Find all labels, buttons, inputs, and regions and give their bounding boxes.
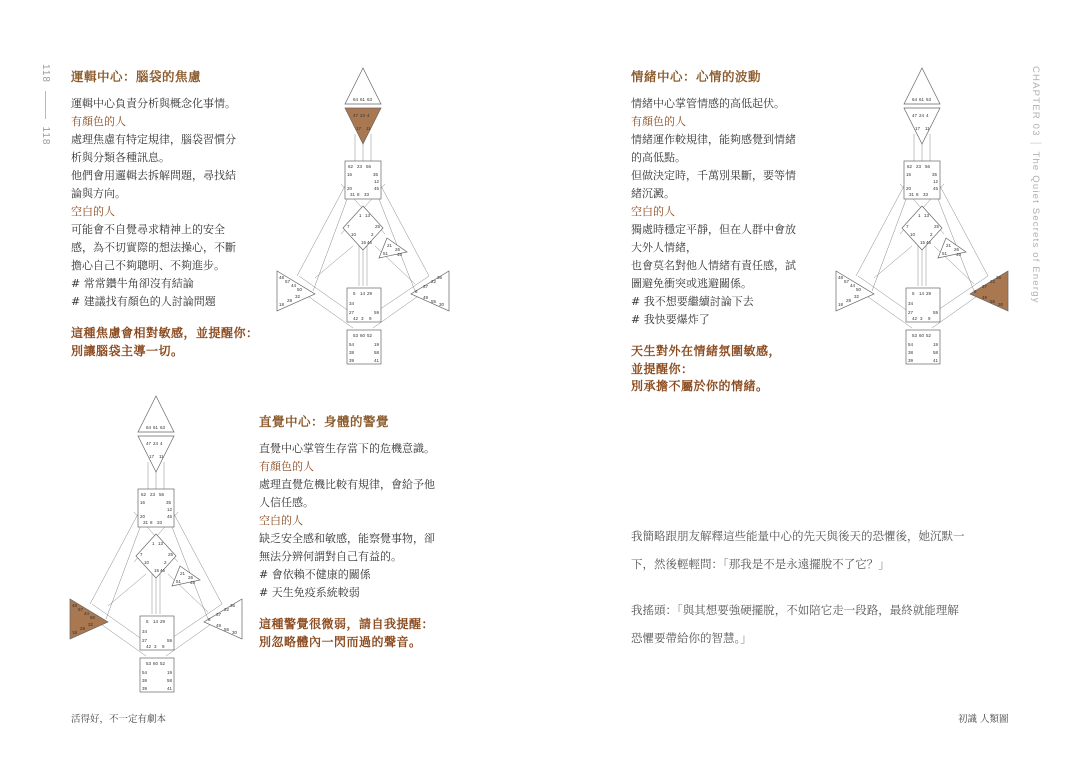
gate-number: 46 (160, 568, 166, 573)
bodygraph-svg (68, 394, 244, 694)
gate-number: 6 (208, 617, 211, 622)
gate-number: 18 (72, 630, 78, 635)
head-gate: 61 (153, 425, 159, 430)
gate-number: 34 (142, 629, 148, 634)
gate-number: 27 (908, 310, 914, 315)
gate-number: 40 (397, 252, 403, 257)
head-gate: 64 (146, 425, 152, 430)
ajna-gate: 17 (915, 126, 921, 131)
gate-number: 13 (158, 541, 164, 546)
gate-number: 38 (908, 350, 914, 355)
gate-number: 48 (279, 275, 285, 280)
gate-number: 50 (90, 615, 96, 620)
gate-number: 7 (906, 224, 909, 229)
divider (45, 91, 46, 119)
subheading: 空白的人 (259, 514, 303, 527)
footer-right: 初識 人類圖 (958, 714, 1009, 725)
highlight-line: 天生對外在情緒氛圍敏感， (631, 344, 782, 358)
gate-number: 15 (361, 240, 367, 245)
root-gate: 53 (912, 333, 918, 338)
throat-gate: 8 (357, 192, 360, 197)
body-line: 可能會不自覺尋求精神上的安全 (71, 223, 225, 236)
gate-number: 22 (224, 607, 230, 612)
body-line: # 我快要爆炸了 (631, 313, 710, 326)
gate-number: 13 (924, 213, 930, 218)
sacral-gate: 5 (146, 619, 149, 624)
body-line: 獨處時穩定平靜，但在人群中會放 (631, 223, 796, 236)
throat-gate: 62 (141, 492, 147, 497)
gate-number: 45 (167, 514, 173, 519)
gate-number: 32 (854, 294, 860, 299)
gate-number: 32 (295, 294, 301, 299)
gate-number: 38 (142, 678, 148, 683)
gate-number: 12 (933, 179, 939, 184)
gate-number: 20 (906, 186, 912, 191)
gate-number: 44 (84, 611, 90, 616)
gate-number: 54 (349, 342, 355, 347)
throat-gate: 62 (348, 164, 354, 169)
body-line: 情緒中心掌管情感的高低起伏。 (631, 97, 785, 110)
head-gate: 61 (360, 97, 366, 102)
gate-number: 18 (838, 302, 844, 307)
gate-number: 34 (349, 301, 355, 306)
ajna-gate: 4 (160, 441, 163, 446)
gate-number: 12 (374, 179, 380, 184)
gate-number: 12 (167, 507, 173, 512)
highlight-line: 這種警覺很微弱，請自我提醒： (259, 617, 435, 631)
root-gate: 60 (153, 661, 159, 666)
sacral-gate: 5 (912, 291, 915, 296)
throat-gate: 23 (357, 164, 363, 169)
gate-number: 10 (910, 232, 916, 237)
body-line: 情緒運作較規律，能夠感覺到情緒 (631, 133, 796, 146)
throat-gate: 33 (364, 192, 370, 197)
sacral-gate: 29 (160, 619, 166, 624)
gate-number: 58 (167, 678, 173, 683)
gate-number: 45 (374, 186, 380, 191)
gate-number: 51 (942, 251, 948, 256)
logic-title: 運輯中心：腦袋的焦慮 (71, 69, 202, 84)
sacral-gate: 29 (926, 291, 932, 296)
throat-gate: 62 (907, 164, 913, 169)
gate-number: 41 (933, 358, 939, 363)
logic-body (71, 95, 261, 311)
intuition-body (259, 440, 459, 602)
ajna-gate: 24 (153, 441, 159, 446)
body-line: # 建議找有顏色的人討論問題 (71, 295, 216, 308)
sacral-gate: 14 (360, 291, 366, 296)
intuition-title: 直覺中心：身體的警覺 (259, 414, 390, 429)
body-line: 運輯中心負責分析與概念化事情。 (71, 97, 236, 110)
ajna-gate: 11 (159, 454, 164, 459)
ajna-gate: 47 (912, 113, 918, 118)
sacral-gate: 3 (154, 644, 157, 649)
gate-number: 28 (80, 626, 86, 631)
head-gate: 63 (926, 97, 932, 102)
gate-number: 48 (838, 275, 844, 280)
throat-gate: 8 (150, 520, 153, 525)
head-gate: 64 (353, 97, 359, 102)
highlight-line: 別忽略體內一閃而過的聲音。 (259, 634, 422, 649)
body-line: 無法分辨何謂對自己有益的。 (259, 550, 402, 563)
page-number-top: 118 (40, 64, 51, 83)
gate-number: 55 (431, 299, 437, 304)
body-line: 圖避免衝突或逃避關係。 (631, 277, 752, 290)
body-line: 緒沉澱。 (631, 187, 675, 200)
gate-number: 26 (188, 575, 194, 580)
gate-number: 21 (387, 243, 393, 248)
body-line: 感，為不切實際的想法操心，不斷 (71, 241, 236, 254)
gate-number: 18 (279, 302, 285, 307)
gate-number: 25 (934, 224, 940, 229)
ajna-gate: 11 (925, 126, 930, 131)
emotion-section (631, 67, 821, 396)
logic-section (71, 67, 261, 360)
quote-paragraph-1: 我簡略跟朋友解釋這些能量中心的先天與後天的恐懼後，她沉默一 下，然後輕輕問：「那我是不是永遠擺脫不了它？」 (631, 529, 965, 571)
sacral-gate: 42 (353, 316, 359, 321)
body-line: 他們會用邏輯去拆解問題，尋找結 (71, 169, 236, 182)
gate-number: 13 (365, 213, 371, 218)
gate-number: 30 (439, 302, 445, 307)
gate-number: 37 (216, 612, 222, 617)
gate-number: 40 (190, 580, 196, 585)
emotion-highlight (631, 343, 821, 396)
throat-gate: 31 (143, 520, 149, 525)
sacral-gate: 42 (912, 316, 918, 321)
gate-number: 49 (423, 295, 429, 300)
gate-number: 51 (176, 579, 182, 584)
sacral-gate: 29 (367, 291, 373, 296)
emotion-body (631, 95, 821, 329)
gate-number: 2 (164, 560, 167, 565)
gate-number: 30 (998, 302, 1004, 307)
gate-number: 44 (291, 283, 297, 288)
gate-number: 26 (954, 247, 960, 252)
ajna-gate: 4 (926, 113, 929, 118)
body-line: # 我不想要繼續討論下去 (631, 295, 754, 308)
body-line: 也會莫名對他人情緒有責任感，試 (631, 259, 796, 272)
throat-gate: 33 (157, 520, 163, 525)
gate-number: 20 (140, 514, 146, 519)
gate-number: 59 (374, 310, 380, 315)
gate-number: 54 (908, 342, 914, 347)
footer-left: 活得好，不一定有劇本 (71, 714, 167, 725)
gate-number: 16 (906, 172, 912, 177)
gate-number: 10 (351, 232, 357, 237)
gate-number: 35 (373, 172, 379, 177)
gate-number: 6 (974, 289, 977, 294)
gate-number: 10 (144, 560, 150, 565)
root-gate: 52 (926, 333, 932, 338)
emotion-title: 情緒中心：心情的波動 (631, 69, 762, 84)
sacral-gate: 14 (153, 619, 159, 624)
gate-number: 7 (347, 224, 350, 229)
gate-number: 19 (933, 342, 939, 347)
intuition-highlight (259, 616, 459, 651)
head-gate: 61 (919, 97, 925, 102)
gate-number: 22 (990, 279, 996, 284)
subheading: 有顏色的人 (71, 115, 126, 128)
body-line: 直覺中心掌管生存當下的危機意識。 (259, 442, 435, 455)
chapter-number: CHAPTER 03 (1030, 66, 1041, 137)
gate-number: 57 (844, 279, 850, 284)
highlight-line: 別承擔不屬於你的情緒。 (631, 379, 769, 393)
ajna-gate: 24 (360, 113, 366, 118)
subheading: 空白的人 (71, 205, 115, 218)
bodygraph-intuition (68, 394, 244, 694)
sacral-gate: 3 (361, 316, 364, 321)
throat-gate: 8 (916, 192, 919, 197)
gate-number: 19 (374, 342, 380, 347)
root-gate: 60 (360, 333, 366, 338)
head-gate: 63 (367, 97, 373, 102)
body-line: 但做決定時，千萬別果斷，要等情 (631, 169, 796, 182)
gate-number: 49 (982, 295, 988, 300)
gate-number: 2 (371, 232, 374, 237)
gate-number: 20 (347, 186, 353, 191)
throat-gate: 56 (925, 164, 931, 169)
intuition-section (259, 412, 459, 651)
gate-number: 40 (956, 252, 962, 257)
head-gate: 63 (160, 425, 166, 430)
gate-number: 36 (437, 275, 443, 280)
gate-number: 36 (996, 275, 1002, 280)
gate-number: 39 (142, 686, 148, 691)
page-number-bottom: 118 (40, 126, 51, 146)
gate-number: 1 (359, 213, 362, 218)
gate-number: 27 (142, 638, 148, 643)
root-gate: 53 (353, 333, 359, 338)
quote-paragraph-2: 我搖頭：「與其想要強硬擺脫，不如陪它走一段路，最終就能理解 恐懼要帶給你的智慧。」 (631, 603, 959, 645)
gate-number: 35 (166, 500, 172, 505)
gate-number: 58 (374, 350, 380, 355)
throat-gate: 23 (916, 164, 922, 169)
gate-number: 16 (140, 500, 146, 505)
logic-highlight (71, 325, 261, 360)
gate-number: 37 (423, 284, 429, 289)
root-gate: 53 (146, 661, 152, 666)
gate-number: 39 (908, 358, 914, 363)
gate-number: 2 (930, 232, 933, 237)
gate-number: 59 (933, 310, 939, 315)
gate-number: 22 (431, 279, 437, 284)
gate-number: 57 (285, 279, 291, 284)
root-gate: 52 (367, 333, 373, 338)
gate-number: 57 (78, 607, 84, 612)
sacral-gate: 42 (146, 644, 152, 649)
chapter-label: CHAPTER 03 │ The Quiet Secrets of Energy (1030, 66, 1041, 304)
gate-number: 44 (850, 283, 856, 288)
gate-number: 25 (375, 224, 381, 229)
gate-number: 58 (933, 350, 939, 355)
root-gate: 52 (160, 661, 166, 666)
sacral-gate: 9 (369, 316, 372, 321)
highlight-line: 並提醒你： (631, 361, 694, 376)
ajna-gate: 11 (366, 126, 371, 131)
body-line: 處理直覺危機比較有規律，會給予他 (259, 478, 435, 491)
gate-number: 34 (908, 301, 914, 306)
highlight-line: 這種焦慮會相對敏感，並提醒你： (71, 326, 259, 340)
gate-number: 25 (168, 552, 174, 557)
gate-number: 16 (347, 172, 353, 177)
gate-number: 27 (349, 310, 355, 315)
gate-number: 49 (216, 623, 222, 628)
gate-number: 1 (918, 213, 921, 218)
bodygraph-logic (275, 66, 451, 366)
subheading: 空白的人 (631, 205, 675, 218)
gate-number: 26 (395, 247, 401, 252)
page-number (40, 64, 51, 145)
ajna-gate: 47 (353, 113, 359, 118)
gate-number: 36 (230, 603, 236, 608)
subheading: 有顏色的人 (259, 460, 314, 473)
bodygraph-svg (834, 66, 1010, 366)
gate-number: 50 (856, 287, 862, 292)
body-line: 處理焦慮有特定規律，腦袋習慣分 (71, 133, 236, 146)
gate-number: 21 (946, 243, 952, 248)
gate-number: 45 (933, 186, 939, 191)
gate-number: 46 (367, 240, 373, 245)
body-line: 缺乏安全感和敏感，能察覺事物，卻 (259, 532, 435, 545)
throat-gate: 33 (923, 192, 929, 197)
body-line: # 天生免疫系統較弱 (259, 586, 360, 599)
gate-number: 7 (140, 552, 143, 557)
gate-number: 59 (167, 638, 173, 643)
throat-gate: 56 (366, 164, 372, 169)
throat-gate: 31 (909, 192, 915, 197)
gate-number: 46 (926, 240, 932, 245)
gate-number: 28 (846, 298, 852, 303)
gate-number: 55 (224, 627, 230, 632)
root-gate: 60 (919, 333, 925, 338)
body-line: # 常常鑽牛角卻沒有結論 (71, 277, 194, 290)
ajna-gate: 47 (146, 441, 152, 446)
throat-gate: 56 (159, 492, 165, 497)
body-line: 析與分類各種訊息。 (71, 151, 170, 164)
gate-number: 51 (383, 251, 389, 256)
body-line: 論與方向。 (71, 187, 126, 200)
throat-gate: 31 (350, 192, 356, 197)
gate-number: 28 (287, 298, 293, 303)
bodygraph-svg (275, 66, 451, 366)
sacral-gate: 5 (353, 291, 356, 296)
body-line: 擔心自己不夠聰明、不夠進步。 (71, 259, 225, 272)
gate-number: 50 (297, 287, 303, 292)
chapter-title: The Quiet Secrets of Energy (1030, 151, 1041, 304)
gate-number: 39 (349, 358, 355, 363)
gate-number: 37 (982, 284, 988, 289)
subheading: 有顏色的人 (631, 115, 686, 128)
gate-number: 35 (932, 172, 938, 177)
ajna-gate: 17 (149, 454, 155, 459)
highlight-line: 別讓腦袋主導一切。 (71, 343, 184, 358)
gate-number: 41 (167, 686, 173, 691)
gate-number: 15 (154, 568, 160, 573)
gate-number: 19 (167, 670, 173, 675)
gate-number: 15 (920, 240, 926, 245)
body-line: # 會依賴不健康的關係 (259, 568, 371, 581)
gate-number: 55 (990, 299, 996, 304)
body-line: 人信任感。 (259, 496, 314, 509)
gate-number: 54 (142, 670, 148, 675)
body-line: 大外人情緒， (631, 241, 697, 254)
gate-number: 21 (180, 571, 186, 576)
sacral-gate: 3 (920, 316, 923, 321)
gate-number: 6 (415, 289, 418, 294)
ajna-gate: 24 (919, 113, 925, 118)
throat-gate: 23 (150, 492, 156, 497)
gate-number: 41 (374, 358, 380, 363)
body-line: 的高低點。 (631, 151, 686, 164)
bodygraph-emotion (834, 66, 1010, 366)
gate-number: 30 (232, 630, 238, 635)
ajna-gate: 4 (367, 113, 370, 118)
ajna-gate: 17 (356, 126, 362, 131)
sacral-gate: 14 (919, 291, 925, 296)
gate-number: 1 (152, 541, 155, 546)
gate-number: 32 (88, 622, 94, 627)
sacral-gate: 9 (928, 316, 931, 321)
head-gate: 64 (912, 97, 918, 102)
gate-number: 48 (72, 603, 78, 608)
gate-number: 38 (349, 350, 355, 355)
sacral-gate: 9 (162, 644, 165, 649)
